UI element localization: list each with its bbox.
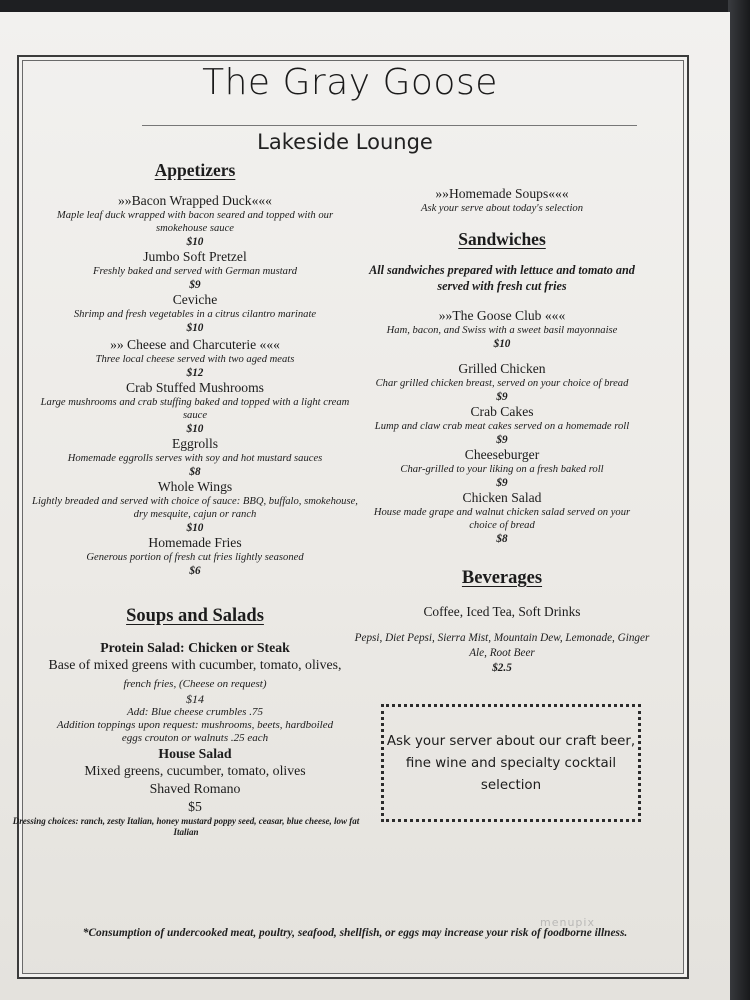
item-price: $12 [186, 367, 204, 379]
addon-blue-cheese: Add: Blue cheese crumbles .75 [127, 706, 263, 718]
craft-beer-callout [381, 704, 641, 822]
item-name: Crab Stuffed Mushrooms [126, 380, 264, 395]
item-name: Crab Cakes [470, 404, 534, 419]
title-rule [142, 125, 637, 126]
item-desc: Generous portion of fresh cut fries lightly seasoned [86, 552, 304, 563]
protein-salad-name: Protein Salad: Chicken or Steak [100, 640, 290, 655]
protein-salad-desc: Base of mixed greens with cucumber, tomato, olives, [48, 657, 342, 672]
menu-item [30, 479, 360, 535]
beverages-price: $2.5 [492, 662, 512, 674]
menu-item [352, 308, 652, 351]
item-desc: Homemade eggrolls serves with soy and hot mustard sauces [67, 453, 323, 464]
beverages-sodas: Pepsi, Diet Pepsi, Sierra Mist, Mountain Dew, Lemonade, Ginger Ale, Root Beer [354, 632, 650, 659]
item-name: »»The Goose Club ««« [438, 308, 566, 323]
house-salad-desc-2: Shaved Romano [149, 781, 241, 796]
item-price: $10 [493, 338, 511, 350]
house-salad-desc: Mixed greens, cucumber, tomato, olives [84, 763, 306, 778]
beverages-line: Coffee, Iced Tea, Soft Drinks [423, 604, 581, 619]
appetizers-heading: Appetizers [154, 160, 236, 180]
watermark: menupix [540, 916, 595, 929]
restaurant-title: The Gray Goose [202, 62, 498, 103]
item-desc: House made grape and walnut chicken salad served on your choice of bread [373, 507, 631, 531]
dressing-choices: Dressing choices: ranch, zesty Italian, honey mustard poppy seed, ceasar, blue cheese, low fat Italian [12, 816, 360, 837]
item-name: »»Bacon Wrapped Duck««« [118, 193, 272, 208]
menu-item [352, 447, 652, 490]
item-desc: Shrimp and fresh vegetables in a citrus cilantro marinate [73, 309, 317, 320]
house-salad-name: House Salad [158, 746, 232, 761]
menu-item [352, 490, 652, 546]
item-name: Chicken Salad [462, 490, 542, 505]
item-name: »» Cheese and Charcuterie ««« [110, 337, 280, 352]
item-price: $10 [186, 522, 204, 534]
item-desc: Lump and claw crab meat cakes served on a homemade roll [374, 421, 630, 432]
callout-line: selection [480, 778, 542, 793]
menu-item [352, 404, 652, 447]
sandwiches-heading: Sandwiches [458, 229, 546, 249]
item-name: Ceviche [172, 292, 218, 307]
holder-right-edge [728, 0, 750, 1000]
item-desc: Three local cheese served with two aged meats [95, 354, 295, 365]
item-price: $9 [496, 434, 508, 446]
item-price: $9 [189, 279, 201, 291]
item-price: $9 [496, 477, 508, 489]
protein-salad-desc-extra: french fries, (Cheese on request) [123, 678, 267, 690]
food-safety-disclaimer: *Consumption of undercooked meat, poultry, seafood, shellfish, or eggs may increase your risk of foodborne illness. [82, 927, 628, 939]
item-price: $10 [186, 236, 204, 248]
item-price: $6 [189, 565, 201, 577]
right-column [352, 186, 652, 675]
soups-salads-heading: Soups and Salads [126, 606, 264, 626]
callout-line: fine wine and specialty cocktail [405, 756, 617, 771]
sandwiches-intro: All sandwiches prepared with lettuce and tomato and served with fresh cut fries [369, 263, 635, 293]
menu-item [30, 337, 360, 380]
soups-desc: Ask your serve about today's selection [420, 203, 583, 214]
item-name: Homemade Fries [148, 535, 242, 550]
soups-name: »»Homemade Soups««« [435, 186, 569, 201]
item-name: Eggrolls [171, 436, 219, 451]
item-desc: Maple leaf duck wrapped with bacon seared and topped with our smokehouse sauce [56, 210, 334, 234]
protein-salad-price: $14 [186, 692, 204, 706]
item-price: $9 [496, 391, 508, 403]
menu-item [30, 380, 360, 436]
beverages-heading: Beverages [461, 568, 543, 588]
menu-item [30, 292, 360, 335]
menu-item [30, 249, 360, 292]
item-desc: Ham, bacon, and Swiss with a sweet basil mayonnaise [386, 325, 618, 336]
item-price: $10 [186, 423, 204, 435]
menu-item [30, 436, 360, 479]
item-name: Jumbo Soft Pretzel [143, 249, 247, 264]
house-salad-price: $5 [188, 799, 202, 814]
item-price: $8 [189, 466, 201, 478]
left-column [12, 160, 360, 838]
item-desc: Char-grilled to your liking on a fresh baked roll [400, 464, 604, 475]
item-desc: Char grilled chicken breast, served on your choice of bread [375, 378, 629, 389]
item-desc: Large mushrooms and crab stuffing baked and topped with a light cream sauce [40, 397, 350, 421]
callout-line: Ask your server about our craft beer, [386, 734, 636, 749]
item-desc: Freshly baked and served with German mustard [93, 266, 297, 277]
item-price: $10 [186, 322, 204, 334]
item-desc: Lightly breaded and served with choice of sauce: BBQ, buffalo, smokehouse, dry mesquite, cajun or ranch [32, 496, 358, 520]
menu-item [30, 535, 360, 578]
item-name: Whole Wings [157, 479, 233, 494]
menu-item [352, 361, 652, 404]
item-name: Grilled Chicken [458, 361, 546, 376]
addon-toppings: Addition toppings upon request: mushrooms, beets, hardboiled eggs crouton or walnuts .25 each [56, 719, 334, 744]
item-name: Cheeseburger [464, 447, 540, 462]
restaurant-subtitle: Lakeside Lounge [257, 130, 433, 154]
item-price: $8 [496, 533, 508, 545]
menu-item [30, 193, 360, 249]
